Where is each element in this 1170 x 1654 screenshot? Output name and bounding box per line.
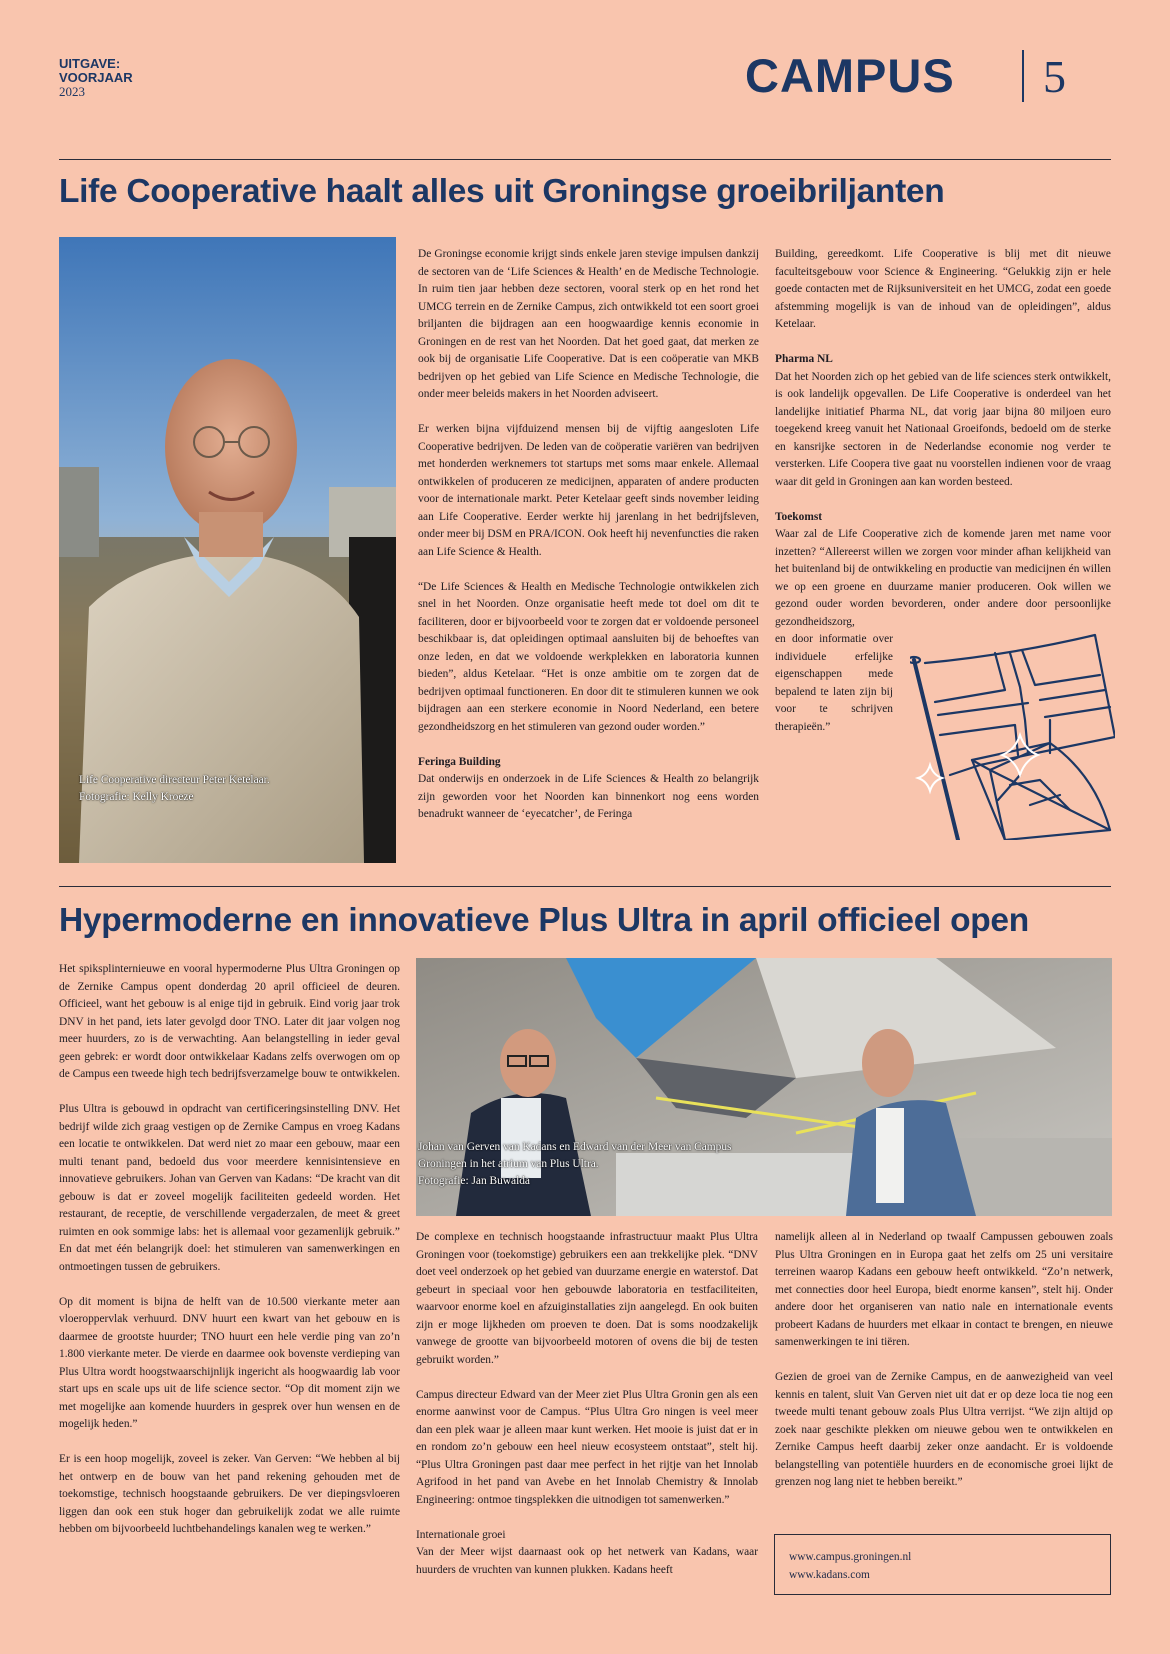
photo-credit: Fotografie: Kelly Kroeze <box>79 791 194 803</box>
photo-credit: Fotografie: Jan Buwalda <box>418 1175 530 1187</box>
article2-paragraph: Campus directeur Edward van der Meer ziet Plus Ultra Gronin gen als een enorme aanwinst voor de Campus. “Plus Ultra Gro ningen is veel meer dan een plek waar je alleen maar kunt werken. Het mooie is juist dat er in en rondom zo’n gebouw een heel nieuw ecosysteem ontstaat”, stelt hij. “Plus Ultra Groningen past daar mee perfect in het rijtje van het Innolab Agrifood in het pand van Avebe en het Innolab Chemistry & Innolab Engineering: ontmoe tingsplekken die uitnodigen tot samenwerken.” <box>416 1388 758 1506</box>
article2-photo <box>416 958 1112 1216</box>
section-title: CAMPUS <box>745 49 955 102</box>
subheading-feringa: Feringa Building <box>418 755 501 768</box>
article2-paragraph: Er is een hoop mogelijk, zoveel is zeker. Van Gerven: “We hebben al bij het ontwerp en de bouw van het pand rekening gehouden met de toekomstige, technisch hoogstaande gebruikers. De ver diepingsvloeren liggen dan ook een stuk hoger dan gebruikelijk zodat we alle ruimte hebben om bijvoorbeeld luchtbehandelings kanalen weg te werken.” <box>59 1453 400 1535</box>
section-rule <box>59 886 1111 887</box>
page-number: 5 <box>1043 51 1066 102</box>
article2-paragraph: namelijk alleen al in Nederland op twaalf Campussen gebouwen zoals Plus Ultra Groningen en in Europa gaat het zelfs om 25 uni versitaire terreinen waarop Kadans een gebouw heeft ontwikkeld. “Zo’n netwerk, met connecties door heel Europa, biedt enorme kansen”, stelt hij. Onder andere door het organiseren van natio nale en internationale events probeert Kadans de huurders met elkaar in contact te brengen, en nieuwe samenwerkingen te ini tiëren. <box>775 1231 1113 1348</box>
top-rule <box>59 159 1111 160</box>
caption-line: Johan van Gerven van Kadans en Edward van der Meer van Campus <box>418 1141 732 1153</box>
subheading-pharma-nl: Pharma NL <box>775 353 833 365</box>
masthead-divider <box>1022 50 1024 102</box>
article1-paragraph: Er werken bijna vijfduizend mensen bij de vijftig aangesloten Life Cooperative bedrijven. De leden van de coöperatie variëren van bedrijven met honderden werknemers tot startups met soms maar enkele. Allemaal ontwikkelen of produceren ze medicijnen, apparaten of andere producten voor de internationale markt. Peter Ketelaar geeft sinds november leiding aan Life Cooperative. Eerder werkte hij jarenlang in het bedrijfsleven, onder meer bij DSM en PRA/ICON. Ook heeft hij nevenfuncties die raken aan Life Science & Health. <box>418 423 759 558</box>
article1-paragraph: Waar zal de Life Cooperative zich de komende jaren met name voor inzetten? “Allereerst willen we zorgen voor minder afhan kelijkheid van het buitenland bij de ontwikkeling en productie van medicijnen én willen we op een groene en duurzame manier produceren. Ook willen we gezond ouder worden bevorderen, onder andere door persoonlijke gezondheidszorg, <box>775 528 1111 628</box>
article2-column-2 <box>416 1229 758 1597</box>
article1-column-1 <box>418 246 759 841</box>
article2-headline: Hypermoderne en innovatieve Plus Ultra in april officieel open <box>59 902 1029 939</box>
subheading-toekomst: Toekomst <box>775 510 823 523</box>
portrait-image <box>59 237 396 863</box>
article1-headline: Life Cooperative haalt alles uit Groningse groeibriljanten <box>59 173 945 210</box>
issue-info <box>59 57 133 99</box>
article2-paragraph: Van der Meer wijst daarnaast ook op het netwerk van Kadans, waar huurders de vruchten van kunnen plukken. Kadans heeft <box>416 1546 758 1576</box>
article2-column-1 <box>59 961 400 1556</box>
article1-paragraph: Dat het Noorden zich op het gebied van de life sciences sterk ontwikkelt, is ook landelijk opgevallen. De Life Cooperative is onderdeel van het landelijke initiatief Pharma NL, dat vorig jaar bijna 80 miljoen euro toegekend kreeg vanuit het Nationaal Groeifonds, bedoeld om de sterke en kansrijke sectoren in de Nederlandse economie nog verder te versterken. Life Coopera tive gaat nu voorstellen indienen voor de vraag waar dit geld in Groningen aan kan worden besteed. <box>775 370 1111 488</box>
issue-season: VOORJAAR <box>59 70 133 85</box>
link-campus-groningen[interactable]: www.campus.groningen.nl <box>789 1551 912 1563</box>
article1-lead: De Groningse economie krijgt sinds enkele jaren stevige impulsen dankzij de sectoren van de ‘Life Sciences & Health’ en de Medische Technologie. In ruim tien jaar hebben deze sectoren, vooral sterk op en het rond het UMCG terrein en de Zernike Campus, zich ontwikkeld tot een soort groei briljanten die bijdragen aan een hoogwaardige kennis economie in Groningen en de rest van het Noorden. Dat het goed gaat, dat merken ze ook bij de organisatie Life Cooperative. Dat is een coöperatie van MKB bedrijven op het gebied van Life Science en Medische Technologie, die onder meer beleids makers in het Noorden adviseert. <box>418 248 759 400</box>
article1-paragraph-narrow: en door informatie over individuele erfelijke eigenschappen mede bepalend te laten zijn bij voor te schrijven therapieën.” <box>775 633 893 733</box>
flag-diamond-icon <box>910 625 1115 840</box>
caption-line: Life Cooperative directeur Peter Ketelaar. <box>79 774 270 786</box>
article2-paragraph: De complexe en technisch hoogstaande infrastructuur maakt Plus Ultra Groningen voor (toekomstige) gebruikers een aan trekkelijke plek. “DNV doet veel onderzoek op het gebied van duurzame energie en waterstof. Dat gebeurt in speciaal voor hen gebouwde laboratoria en testfaciliteiten, waarvoor enorme koel en afzuiginstallaties zijn aangelegd. En ook buiten zijn er moge lijkheden om proeven te doen. Dat is soms noodzakelijk vanwege de grootte van bijvoorbeeld motoren of ovens die bij de testen gebruikt worden.” <box>416 1231 758 1366</box>
article1-paragraph: “De Life Sciences & Health en Medische Technologie ontwikkelen zich snel in het Noorden. Onze organisatie heeft mede tot doel om dit te faciliteren, door er bijvoorbeeld voor te zorgen dat er voldoende personeel beschikbaar is, dat opleidingen optimaal aansluiten bij de behoeftes van onze leden, en dat we voldoende werkplekken en laboratoria kunnen bieden”, aldus Ketelaar. “Het is onze ambitie om te zorgen dat de bedrijven optimaal functioneren. En door dit te stimuleren kunnen we ook bijdragen aan een sterkere economie in Noord Nederland, een betere gezondheidszorg en het stimuleren van gezond ouder worden.” <box>418 580 759 733</box>
article2-lead: Het spiksplinternieuwe en vooral hypermoderne Plus Ultra Groningen op de Zernike Campus opent donderdag 20 april officieel de deuren. Officieel, want het gebouw is al enige tijd in gebruik. Eind vorig jaar trok DNV in het pand, iets later gevolgd door TNO. Later dit jaar volgen nog meer huurders, zo is de verwachting. Aan belangstelling in ieder geval geen gebrek: er wordt door ontwikkelaar Kadans zelfs overwogen om op de Campus een tweede high tech bedrijfsverzamelge bouw te ontwikkelen. <box>59 963 400 1080</box>
link-kadans[interactable]: www.kadans.com <box>789 1569 870 1581</box>
article2-column-3 <box>775 1229 1113 1509</box>
caption-line: Groningen in het atrium van Plus Ultra. <box>418 1158 599 1170</box>
article1-paragraph: Dat onderwijs en onderzoek in de Life Sciences & Health zo belangrijk zijn geworden voor het Noorden kan binnenkort nog eens worden benadrukt wanneer de ‘eyecatcher’, de Feringa <box>418 773 759 820</box>
article2-paragraph: Op dit moment is bijna de helft van de 10.500 vierkante meter aan vloeroppervlak verhuurd. DNV huurt een kwart van het gebouw en is daarmee de grootste huurder; TNO huurt een hele verdie ping van zo’n 1.800 vierkante meter. De vierde en daarmee ook bovenste verdieping van Plus Ultra wordt hoogstwaarschijnlijk ingericht als hoogwaardig lab voor start ups en scale ups uit de life science sector. “Op dit moment zijn we met mogelijke aan komende huurders in gesprek over hun wensen en de mogelijk heden.” <box>59 1295 400 1430</box>
article1-photo <box>59 237 396 863</box>
article1-caption <box>79 772 270 806</box>
issue-label: UITGAVE: <box>59 56 121 71</box>
issue-year: 2023 <box>59 84 85 99</box>
article2-paragraph: Plus Ultra is gebouwd in opdracht van certificeringsinstelling DNV. Het bedrijf wilde zich graag vestigen op de Zernike Campus en vroeg Kadans een locatie te ontwikkelen. Dat werd niet zo maar een gebouw, maar een multi tenant pand, bedoeld dus voor meerdere kennisintensieve en innovatieve gebruikers. Johan van Gerven van Kadans: “De kracht van dit gebouw is dat er zoveel mogelijk faciliteiten gedeeld worden. Het restaurant, de receptie, de verschillende vergaderzalen, de meet & greet ruimten en ook sommige labs: het is allemaal voor gezamenlijk gebruik.” En dat met één belangrijk doel: het stimuleren van samenwerkingen en ontmoetingen tussen de gebruikers. <box>59 1103 400 1273</box>
subheading-internationale-groei: Internationale groei <box>416 1528 506 1541</box>
article2-paragraph: Gezien de groei van de Zernike Campus, en de aanwezigheid van veel kennis en talent, sluit Van Gerven niet uit dat er op deze loca tie nog een tweede multi tenant gebouw zoals Plus Ultra verrijst. “We zijn altijd op zoek naar geschikte plekken om nieuwe gebou wen te ontwikkelen en Zernike Campus heeft daarbij zeker onze aandacht. Er is voldoende belangstelling van potentiële huurders en de economische groei lijkt de grenzen nog lang niet te hebben bereikt.” <box>775 1371 1113 1488</box>
article1-paragraph: Building, gereedkomt. Life Cooperative is blij met dit nieuwe faculteitsgebouw voor Science & Engineering. “Gelukkig zijn er hele goede contacten met de Rijksuniversiteit en het UMCG, zodat een goede afstemming mogelijk is van de inhoud van de opleidingen”, aldus Ketelaar. <box>775 248 1111 330</box>
links-box <box>774 1534 1111 1595</box>
article2-caption <box>416 1139 1112 1190</box>
